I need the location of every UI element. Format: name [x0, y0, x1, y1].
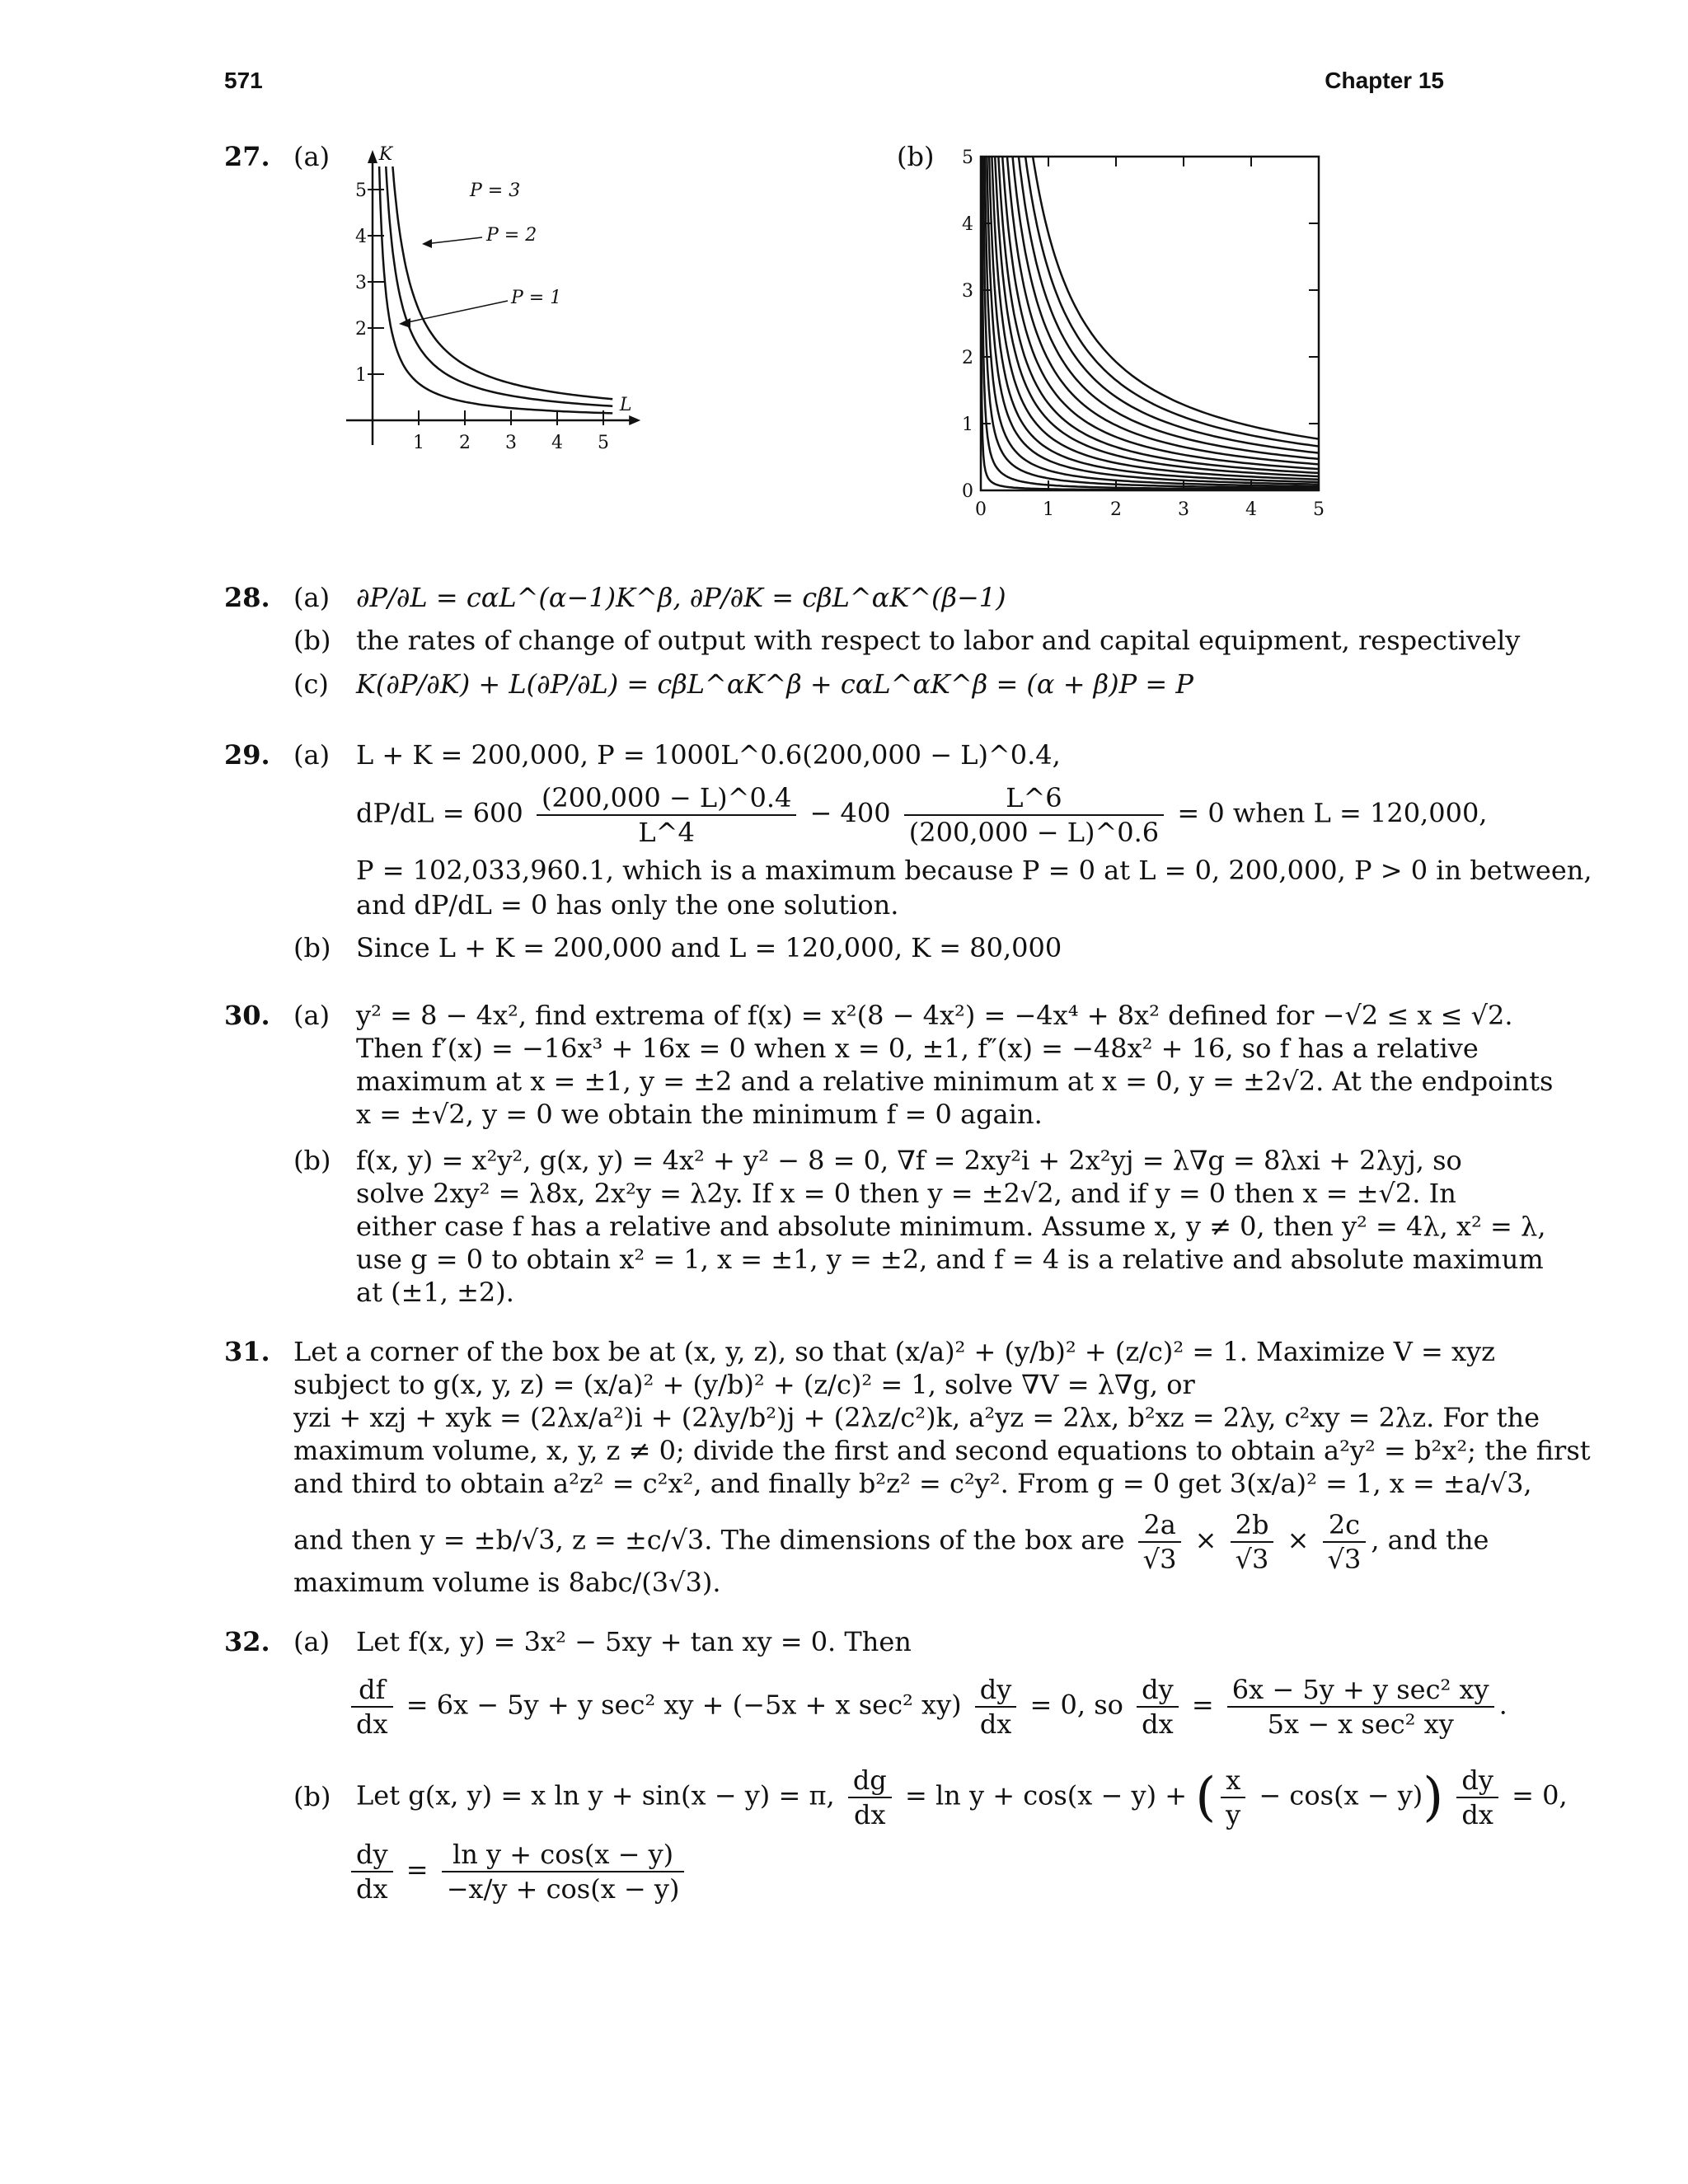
p32-b-result: $\frac{\text{ln y + cos(x − y)}}{-x/y + \cos(x - y)}$ [442, 1838, 685, 1905]
p32-a-label: (a) [293, 1626, 331, 1657]
p29-a-line1: L + K = 200,000, P = 1000L^0.6(200,000 − L)^0.4, [356, 739, 1061, 771]
p32-dy-dx-2: $\frac{dy}{dx}$ [1137, 1673, 1179, 1741]
p27-part-a-label: (a) [293, 141, 331, 172]
x-tick-label-0: 0 [975, 499, 987, 520]
p30-a-label: (a) [293, 1000, 331, 1031]
leader-p2-arrow [422, 239, 432, 248]
p31-line2: subject to g(x, y, z) = (x/a)² + (y/b)² + (z/c)² = 1, solve ∇V = λ∇g, or [293, 1369, 1195, 1400]
p30-b-line4: use g = 0 to obtain x² = 1, x = ±1, y = ±2, and f = 4 is a relative and absolute maximum [356, 1244, 1544, 1275]
x-axis-arrow [629, 415, 640, 425]
x-tick-label-5: 5 [598, 433, 609, 453]
y-tick-label-4: 4 [962, 214, 973, 235]
problem-31-number: 31. [224, 1336, 270, 1367]
y-tick-label-0: 0 [962, 481, 973, 502]
p32-dy-dx-4: $\frac{dy}{dx}$ [351, 1838, 393, 1905]
y-axis-label: K [378, 144, 393, 165]
p30-b-label: (b) [293, 1145, 331, 1176]
y-tick-label-3: 3 [355, 273, 367, 293]
x-tick-label-5: 5 [1313, 499, 1325, 520]
x-tick-label-3: 3 [505, 433, 517, 453]
y-tick-label-1: 1 [962, 415, 973, 435]
x-tick-label-4: 4 [551, 433, 563, 453]
plot-frame [981, 157, 1319, 490]
y-tick-label-5: 5 [355, 180, 367, 201]
p29-b-label: (b) [293, 932, 331, 963]
p30-b-line3: either case f has a relative and absolute minimum. Assume x, y ≠ 0, then y² = 4λ, x² = λ, [356, 1211, 1546, 1242]
p31-line4: maximum volume, x, y, z ≠ 0; divide the first and second equations to obtain a²y² = b²x²; the first [293, 1435, 1591, 1466]
p32-a-line2: $\frac{df}{dx}$ = 6x − 5y + y sec² xy + (−5x + x sec² xy) $\frac{dy}{dx}$ = 0, so $\frac{dy}{dx}$ = $\frac{\text{6x − 5y + y sec² xy}}{\text{5x − x sec² xy}}$ . [346, 1673, 1507, 1741]
curves [981, 144, 1319, 490]
p29-fraction-2: $\frac{L\^{}6}{(200,000 - L)\^{}0.6}$ [904, 781, 1164, 849]
level-curve-13 [1017, 144, 1319, 453]
y-tick-label-2: 2 [962, 348, 973, 368]
level-curve-2 [386, 166, 612, 406]
chapter-title: Chapter 15 [1325, 68, 1444, 93]
level-curve-5 [987, 144, 1319, 485]
p32-dy-dx-1: $\frac{dy}{dx}$ [975, 1673, 1017, 1741]
p31-line6: and then y = ±b/√3, z = ±c/√3. The dimensions of the box are $\frac{2a}{√3}$ × $\frac{2b}{√3}$ × $\frac{2c}{√3}$ , and the [293, 1509, 1489, 1575]
x-tick-label-3: 3 [1178, 499, 1189, 520]
x-tick-label-1: 1 [1043, 499, 1054, 520]
y-tick-label-3: 3 [962, 281, 973, 302]
p30-b-line5: at (±1, ±2). [356, 1277, 514, 1308]
p32-a-line1: Let f(x, y) = 3x² − 5xy + tan xy = 0. Then [356, 1626, 912, 1657]
p30-a-line4: x = ±√2, y = 0 we obtain the minimum f = 0 again. [356, 1099, 1043, 1130]
level-curve-8 [995, 144, 1319, 476]
y-tick-label-4: 4 [355, 227, 367, 247]
p30-a-line3: maximum at x = ±1, y = ±2 and a relative minimum at x = 0, y = ±2√2. At the endpoints [356, 1066, 1554, 1097]
chart-a [346, 140, 659, 453]
p28-c-label: (c) [293, 668, 329, 700]
p29-dpdl: dP/dL = 600 [356, 797, 523, 829]
problem-27-number: 27. [224, 141, 270, 172]
p31-dim-a: $\frac{2a}{√3}$ [1138, 1508, 1182, 1576]
level-curve-12 [1011, 144, 1319, 459]
p28-a-text: ∂P/∂L = cαL^(α−1)K^β, ∂P/∂K = cβL^αK^(β−1) [356, 582, 1006, 613]
x-tick-label-2: 2 [459, 433, 471, 453]
p27-part-b-label: (b) [897, 141, 935, 172]
p32-df-dx: $\frac{df}{dx}$ [351, 1673, 393, 1741]
p31-dim-c: $\frac{2c}{√3}$ [1323, 1508, 1367, 1576]
x-axis-label: L [619, 395, 632, 415]
p32-a-result: $\frac{\text{6x − 5y + y sec² xy}}{\text{5x − x sec² xy}}$ [1227, 1673, 1494, 1741]
level-curve-11 [1006, 144, 1319, 464]
p29-a-line2: dP/dL = 600 $\frac{(200,000 - L)\^{}0.4}{L\^{}4}$ − 400 $\frac{L\^{}6}{(200,000 - L)\^{}0.6}$ = 0 when L = 120,000, [356, 782, 1488, 848]
level-curve-6 [989, 144, 1319, 482]
p29-a-label: (a) [293, 739, 331, 771]
p31-line1: Let a corner of the box be at (x, y, z), so that (x/a)² + (y/b)² + (z/c)² = 1. Maximize V = xyz [293, 1336, 1495, 1367]
level-curve-3 [392, 166, 612, 399]
label-p2: P = 2 [486, 225, 537, 246]
problem-32-number: 32. [224, 1626, 270, 1657]
label-p3: P = 3 [470, 180, 521, 201]
p29-b-text: Since L + K = 200,000 and L = 120,000, K = 80,000 [356, 932, 1062, 963]
p28-a-label: (a) [293, 582, 331, 613]
problem-29-number: 29. [224, 739, 270, 771]
p31-line5: and third to obtain a²z² = c²x², and finally b²z² = c²y². From g = 0 get 3(x/a)² = 1, x = ±a/√3, [293, 1468, 1532, 1499]
problem-28-number: 28. [224, 582, 270, 613]
p29-fraction-1: $\frac{(200,000 - L)\^{}0.4}{L\^{}4}$ [537, 781, 796, 849]
y-tick-label-2: 2 [355, 319, 367, 340]
x-tick-label-2: 2 [1110, 499, 1122, 520]
leader-p2 [425, 237, 482, 244]
p32-dg-dx: $\frac{dg}{dx}$ [848, 1764, 892, 1831]
p32-b-line2: $\frac{dy}{dx}$ = $\frac{\text{ln y + cos(x − y)}}{-x/y + \cos(x - y)}$ [346, 1838, 689, 1905]
p29-a-line3: P = 102,033,960.1, which is a maximum because P = 0 at L = 0, 200,000, P > 0 in between, [356, 855, 1592, 886]
level-curve-1 [379, 166, 612, 413]
p32-dy-dx-3: $\frac{dy}{dx}$ [1456, 1764, 1498, 1831]
leader-p1-arrow [399, 318, 410, 328]
y-axis-arrow [368, 150, 377, 163]
y-tick-label-5: 5 [962, 148, 973, 168]
p28-b-text: the rates of change of output with respect to labor and capital equipment, respectively [356, 625, 1521, 656]
p30-b-line2: solve 2xy² = λ8x, 2x²y = λ2y. If x = 0 then y = ±2√2, and if y = 0 then x = ±√2. In [356, 1178, 1456, 1209]
p31-dim-b: $\frac{2b}{√3}$ [1231, 1508, 1274, 1576]
page-number: 571 [224, 68, 263, 93]
y-tick-label-1: 1 [355, 365, 367, 386]
x-tick-label-1: 1 [413, 433, 424, 453]
level-curve-9 [998, 144, 1320, 473]
p28-b-label: (b) [293, 625, 331, 656]
problem-30-number: 30. [224, 1000, 270, 1031]
p32-x-over-y: $\frac{x}{y}$ [1221, 1764, 1245, 1831]
x-tick-label-4: 4 [1245, 499, 1257, 520]
p28-c-text: K(∂P/∂K) + L(∂P/∂L) = cβL^αK^β + cαL^αK^β = (α + β)P = P [356, 668, 1193, 700]
p30-b-line1: f(x, y) = x²y², g(x, y) = 4x² + y² − 8 = 0, ∇f = 2xy²i + 2x²yj = λ∇g = 8λxi + 2λyj, so [356, 1145, 1462, 1176]
p32-b-line1: Let g(x, y) = x ln y + sin(x − y) = π, $\frac{dg}{dx}$ = ln y + cos(x − y) + ( $\frac{x}{y}$ − cos(x − y)) $\frac{dy}{dx}$ = 0, [356, 1765, 1568, 1830]
p31-line3: yzi + xzj + xyk = (2λx/a²)i + (2λy/b²)j + (2λz/c²)k, a²yz = 2λx, b²xz = 2λy, c²xy = 2λz. For the [293, 1402, 1540, 1433]
label-p1: P = 1 [511, 288, 562, 308]
p32-b-label: (b) [293, 1781, 331, 1812]
level-curve-4 [985, 144, 1319, 486]
p30-a-line2: Then f′(x) = −16x³ + 16x = 0 when x = 0, ±1, f″(x) = −48x² + 16, so f has a relative [356, 1033, 1479, 1064]
p29-a-line4: and dP/dL = 0 has only the one solution. [356, 889, 899, 921]
p31-line7: maximum volume is 8abc/(3√3). [293, 1567, 721, 1598]
level-curve-14 [1024, 144, 1319, 447]
chart-b [948, 144, 1352, 540]
p30-a-line1: y² = 8 − 4x², find extrema of f(x) = x²(8 − 4x²) = −4x⁴ + 8x² defined for −√2 ≤ x ≤ √2. [356, 1000, 1513, 1031]
